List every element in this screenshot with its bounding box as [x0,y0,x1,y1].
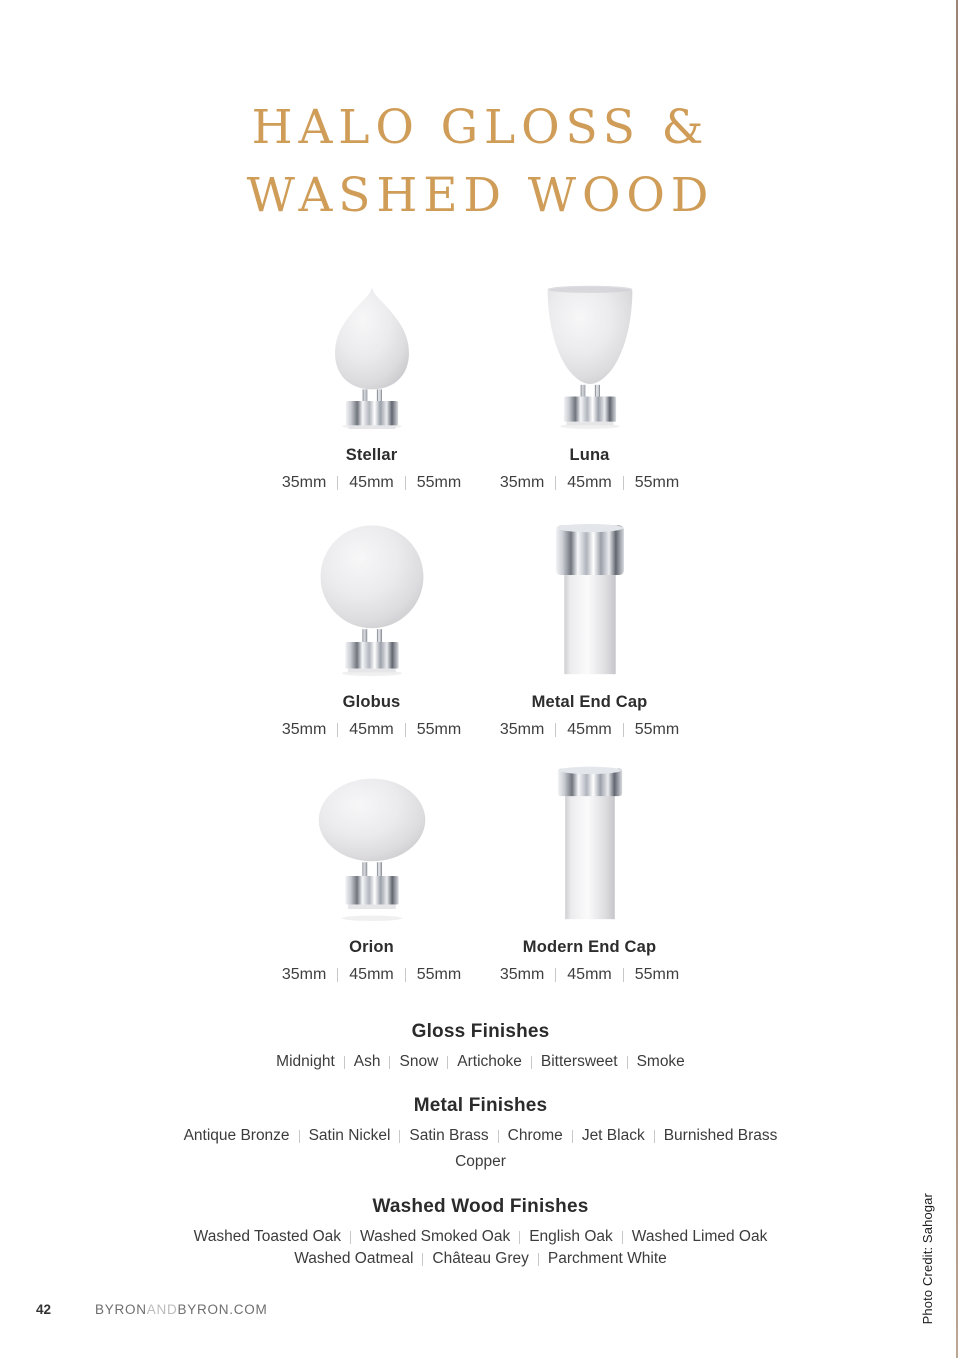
section-title: Gloss Finishes [411,1021,550,1042]
finish-option: English Oak [529,1228,613,1245]
website-part1: BYRON [95,1302,147,1317]
size-option: 55mm [416,966,462,983]
product-name: Modern End Cap [522,938,657,956]
size-option: 35mm [281,474,327,491]
finish-option: Copper [455,1153,506,1170]
finish-option: Burnished Brass [663,1127,778,1144]
size-option: 45mm [349,721,394,738]
finish-separator [627,1056,628,1069]
size-separator [555,723,556,737]
finish-option: Chrome [507,1127,563,1144]
size-separator [623,476,624,490]
size-option: 35mm [499,966,545,983]
size-separator [405,968,406,982]
finish-option: Satin Nickel [308,1127,391,1144]
globus-finial-image [297,518,447,676]
product-name: Globus [342,693,401,711]
size-separator [623,968,624,982]
finish-option: Washed Toasted Oak [193,1228,342,1245]
finish-option: Snow [399,1053,439,1070]
size-separator [337,723,338,737]
finish-separator [531,1056,532,1069]
page-number: 42 [36,1302,52,1317]
modern-end-cap-image [515,763,665,921]
size-option: 45mm [349,474,394,491]
size-option: 45mm [567,721,612,738]
product-sizes [500,720,679,740]
finish-option: Satin Brass [409,1127,489,1144]
finish-list [0,1248,961,1270]
page-title-line2: WASHED WOOD [246,168,715,223]
finish-list [0,1051,961,1073]
website-part3: BYRON.COM [177,1302,268,1317]
website-url [95,1302,267,1317]
product-row-1 [263,283,699,493]
website-part2: AND [146,1302,178,1317]
size-option: 35mm [281,721,327,738]
size-option: 35mm [281,966,327,983]
product-card-globus [263,518,481,740]
finish-option: Château Grey [432,1250,529,1267]
finish-separator [389,1056,390,1069]
finish-option: Artichoke [457,1053,522,1070]
size-option: 55mm [416,721,462,738]
size-option: 45mm [567,474,612,491]
finish-separator [519,1231,520,1244]
finish-option: Bittersweet [540,1053,618,1070]
finish-separator [447,1056,448,1069]
product-name: Metal End Cap [531,693,648,711]
page-edge-line [956,0,958,1358]
luna-finial-image [515,283,665,429]
size-option: 55mm [634,966,680,983]
size-separator [405,476,406,490]
finish-list [0,1226,961,1248]
product-name: Luna [569,446,610,464]
product-sizes [500,473,679,493]
finish-separator [498,1130,499,1143]
product-card-metal-end-cap [481,518,699,740]
finish-separator [422,1253,423,1266]
finish-separator [299,1130,300,1143]
product-card-orion [263,763,481,985]
product-row-3 [263,763,699,985]
gloss-finishes-section [0,1020,961,1073]
product-name: Stellar [345,446,398,464]
metal-finishes-section [0,1094,961,1173]
finish-separator [654,1130,655,1143]
finish-option: Ash [353,1053,381,1070]
size-separator [405,723,406,737]
size-option: 55mm [634,721,680,738]
finish-separator [350,1231,351,1244]
section-title: Washed Wood Finishes [372,1196,589,1217]
section-title: Metal Finishes [413,1095,548,1116]
product-card-stellar [263,283,481,493]
washed-wood-finishes-section [0,1195,961,1270]
finish-option: Antique Bronze [183,1127,290,1144]
product-name: Orion [349,938,394,956]
finish-separator [538,1253,539,1266]
size-separator [555,476,556,490]
size-separator [623,723,624,737]
finish-option: Midnight [276,1053,335,1070]
size-separator [337,476,338,490]
finish-option: Washed Smoked Oak [360,1228,511,1245]
size-option: 35mm [499,474,545,491]
finish-separator [399,1130,400,1143]
finish-list [0,1151,961,1173]
stellar-finial-image [297,283,447,429]
photo-credit: Photo Credit: Sahogar [920,1192,935,1324]
product-card-luna [481,283,699,493]
finish-option: Parchment White [547,1250,667,1267]
product-card-modern-end-cap [481,763,699,985]
metal-end-cap-image [515,518,665,676]
finish-separator [572,1130,573,1143]
finish-option: Smoke [636,1053,685,1070]
product-row-2 [263,518,699,740]
size-option: 35mm [499,721,545,738]
finish-separator [344,1056,345,1069]
finish-option: Washed Limed Oak [631,1228,768,1245]
finish-separator [622,1231,623,1244]
finish-option: Washed Oatmeal [294,1250,414,1267]
product-sizes [500,965,679,985]
product-sizes [282,720,461,740]
page-title-line1: HALO GLOSS & [251,100,710,155]
size-option: 55mm [634,474,680,491]
product-sizes [282,473,461,493]
page-title [0,94,961,230]
size-separator [555,968,556,982]
size-separator [337,968,338,982]
size-option: 55mm [416,474,462,491]
orion-finial-image [297,763,447,921]
product-sizes [282,965,461,985]
size-option: 45mm [567,966,612,983]
finish-option: Jet Black [581,1127,645,1144]
page-footer [36,1302,267,1317]
finish-list [0,1125,961,1147]
size-option: 45mm [349,966,394,983]
